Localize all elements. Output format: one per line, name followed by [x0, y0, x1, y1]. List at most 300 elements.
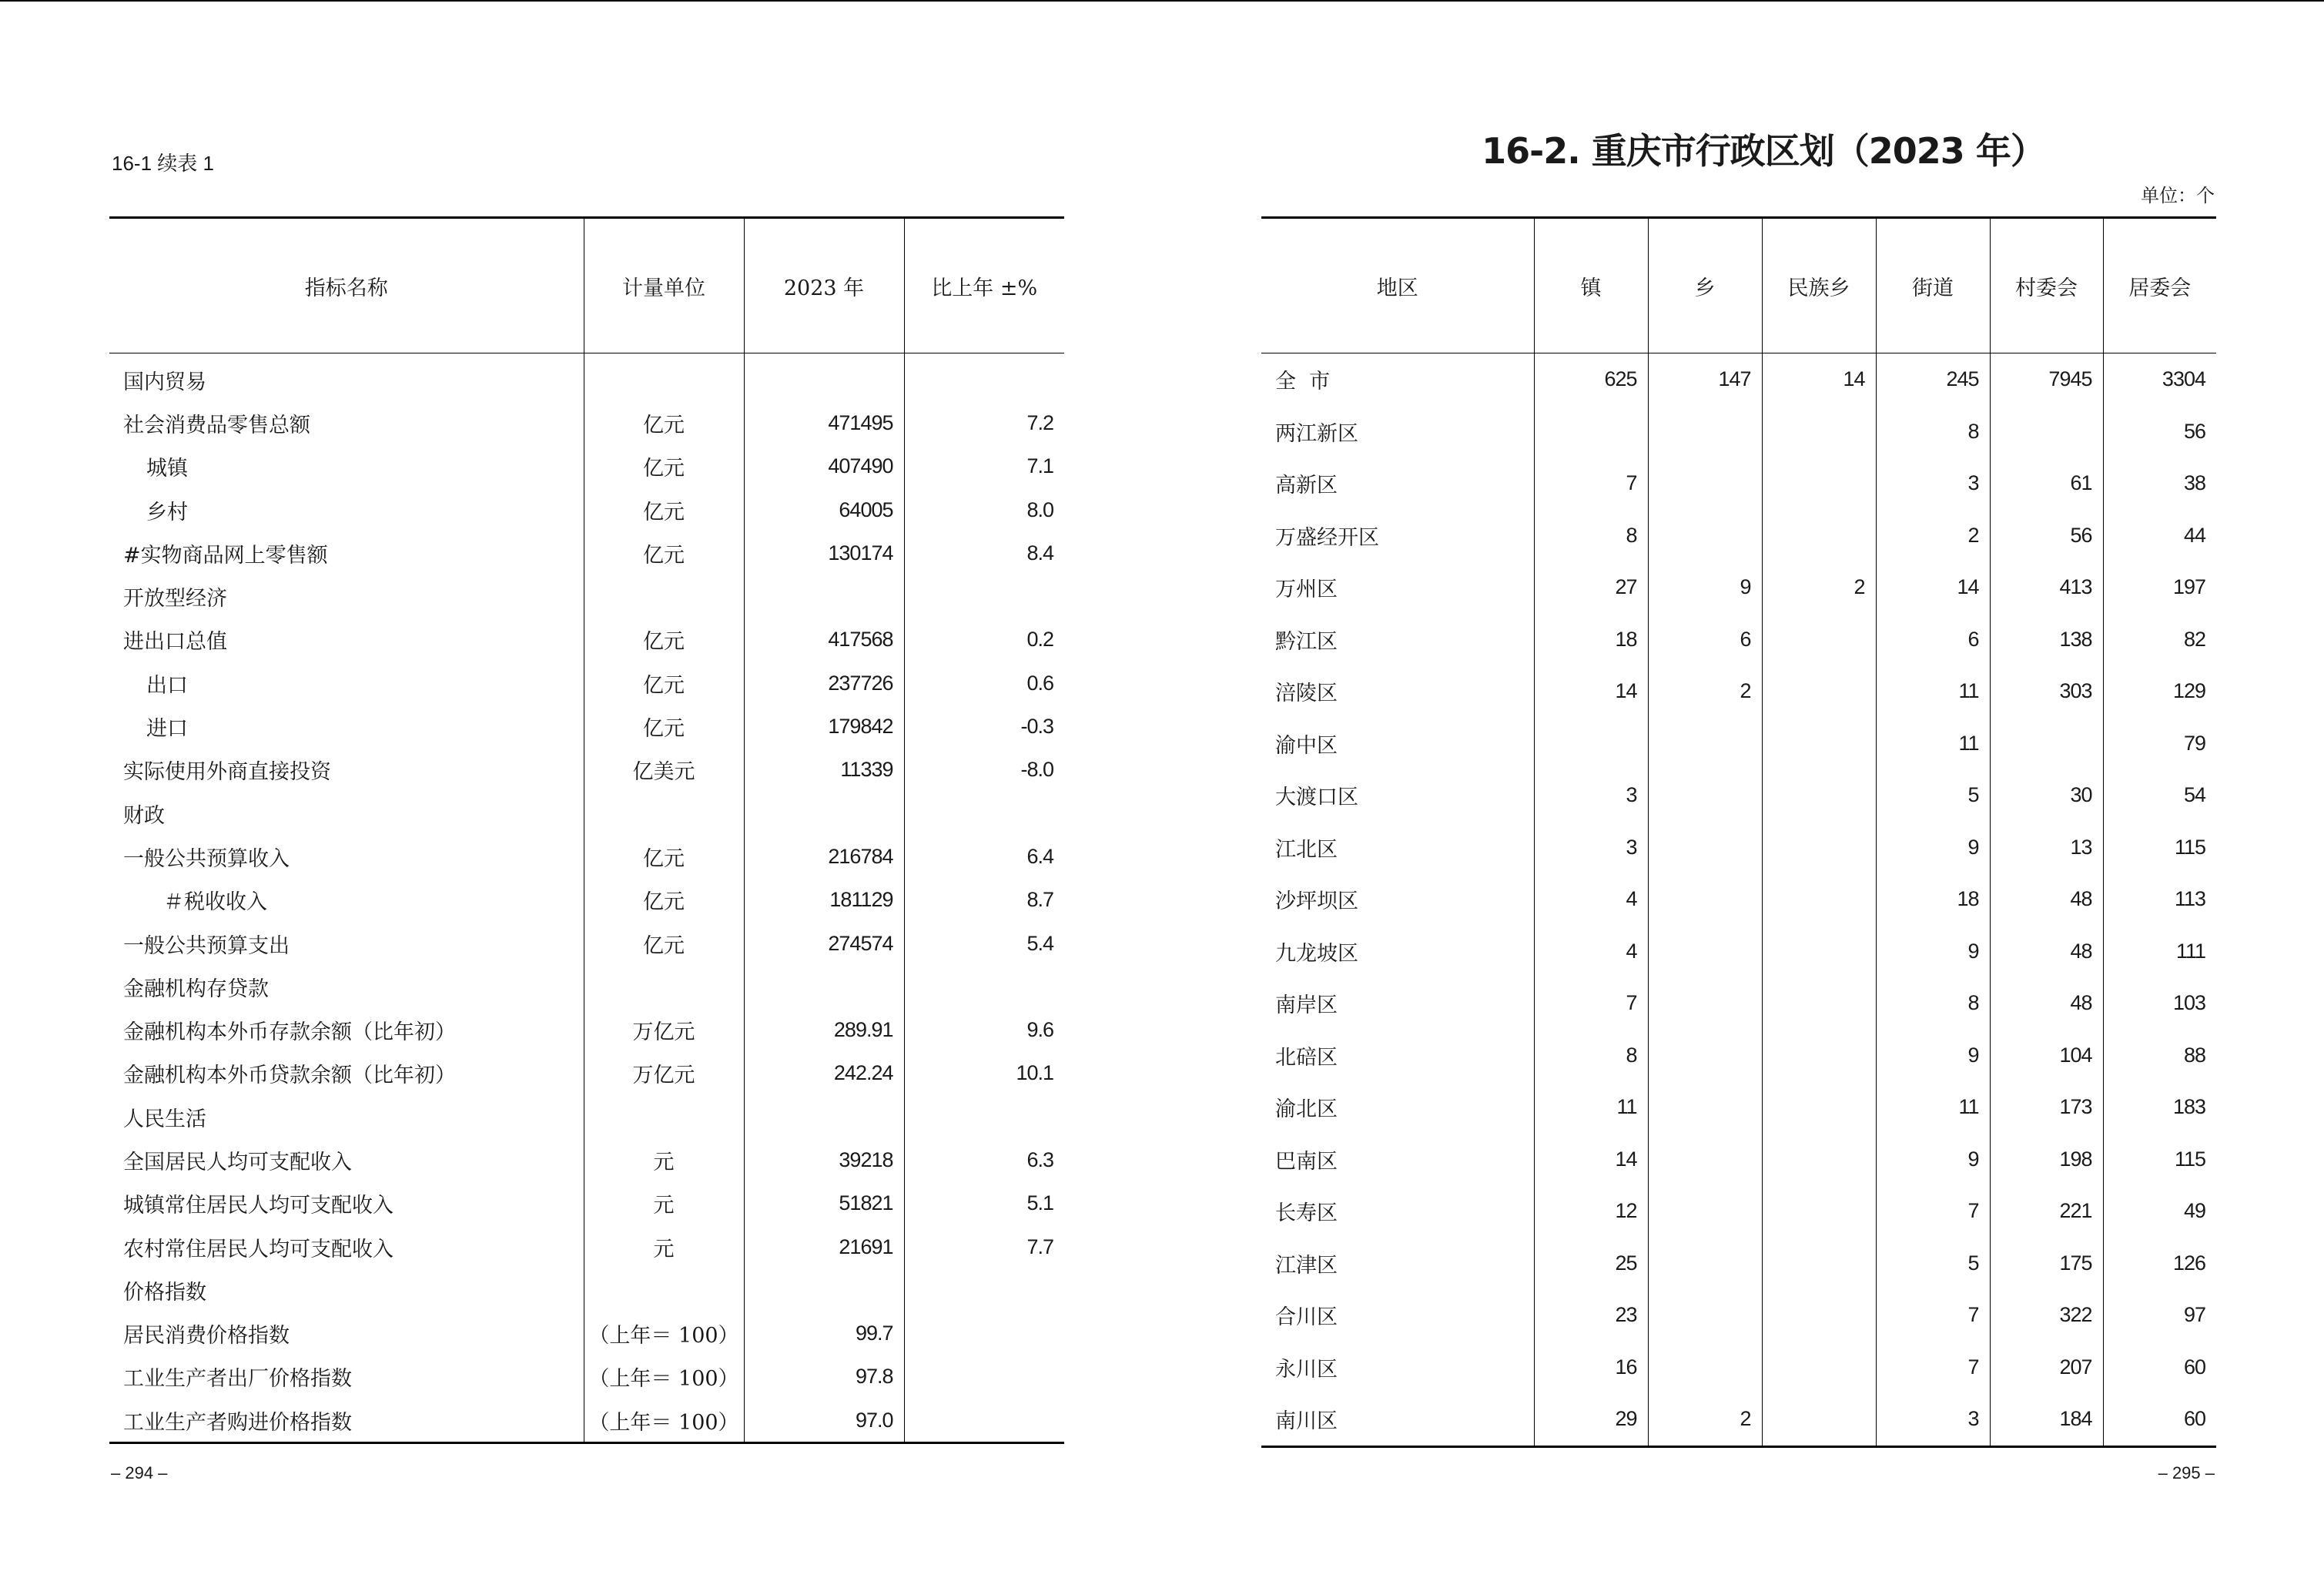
region-cell: 巴南区 [1275, 1149, 1338, 1174]
unit-cell: 亿元 [584, 445, 744, 488]
ethnic-township-cell [1762, 1134, 1876, 1186]
indicator-name-cell: 农村常住居民人均可支配收入 [123, 1237, 393, 1261]
township-cell [1648, 822, 1762, 874]
table-row [109, 445, 1064, 488]
indicator-name-cell: 价格指数 [123, 1280, 206, 1305]
value-cell: 99.7 [744, 1312, 904, 1355]
table-row [1261, 510, 2216, 562]
indicator-name-cell: 全国居民人均可支配收入 [123, 1150, 352, 1174]
admin-division-table [1261, 216, 2216, 1448]
unit-cell: 万亿元 [584, 1052, 744, 1095]
unit-cell: 亿美元 [584, 749, 744, 792]
table-row [1261, 1238, 2216, 1290]
region-cell: 合川区 [1275, 1305, 1338, 1330]
town-cell: 16 [1534, 1342, 1648, 1394]
resident-committee-cell: 49 [2103, 1185, 2216, 1238]
table-row [1261, 1081, 2216, 1134]
table-row [1261, 822, 2216, 874]
table-row [109, 401, 1064, 444]
town-cell [1534, 406, 1648, 458]
ethnic-township-cell [1762, 926, 1876, 978]
resident-committee-cell: 88 [2103, 1030, 2216, 1082]
subdistrict-cell: 5 [1876, 1238, 1990, 1290]
value-cell [744, 353, 904, 402]
region-cell: 万州区 [1275, 578, 1338, 602]
col-header-indicator-name: 指标名称 [109, 218, 584, 353]
village-committee-cell: 48 [1990, 977, 2103, 1030]
subdistrict-cell: 18 [1876, 873, 1990, 926]
change-cell: 0.6 [904, 662, 1064, 705]
unit-cell: 元 [584, 1138, 744, 1181]
resident-committee-cell: 183 [2103, 1081, 2216, 1134]
township-cell [1648, 718, 1762, 770]
unit-cell: 元 [584, 1225, 744, 1268]
indicator-name-cell: 财政 [123, 803, 165, 828]
region-cell: 北碚区 [1275, 1045, 1338, 1070]
table-row [1261, 457, 2216, 510]
ethnic-township-cell [1762, 1030, 1876, 1082]
resident-committee-cell: 44 [2103, 510, 2216, 562]
change-cell: 7.1 [904, 445, 1064, 488]
ethnic-township-cell [1762, 614, 1876, 666]
col-header-township: 乡 [1648, 218, 1762, 353]
indicator-name-cell: 社会消费品零售总额 [123, 413, 310, 437]
table-row [1261, 1289, 2216, 1342]
town-cell: 3 [1534, 822, 1648, 874]
subdistrict-cell: 9 [1876, 1030, 1990, 1082]
col-header-village-committee: 村委会 [1990, 218, 2103, 353]
table-row [109, 792, 1064, 835]
table-row [109, 662, 1064, 705]
ethnic-township-cell [1762, 1081, 1876, 1134]
village-committee-cell: 7945 [1990, 353, 2103, 406]
township-cell [1648, 977, 1762, 1030]
table-row [1261, 1185, 2216, 1238]
value-cell: 216784 [744, 835, 904, 878]
value-cell: 39218 [744, 1138, 904, 1181]
region-cell: 涪陵区 [1275, 682, 1338, 706]
table-row [109, 1399, 1064, 1443]
col-header-resident-committee: 居委会 [2103, 218, 2216, 353]
township-cell [1648, 1185, 1762, 1238]
village-committee-cell: 198 [1990, 1134, 2103, 1186]
value-cell: 21691 [744, 1225, 904, 1268]
unit-cell [584, 353, 744, 402]
value-cell [744, 1095, 904, 1138]
subdistrict-cell: 8 [1876, 977, 1990, 1030]
resident-committee-cell: 103 [2103, 977, 2216, 1030]
value-cell: 274574 [744, 922, 904, 965]
region-cell: 长寿区 [1275, 1201, 1338, 1226]
region-cell: 渝中区 [1275, 733, 1338, 758]
col-header-town: 镇 [1534, 218, 1648, 353]
change-cell: 0.2 [904, 618, 1064, 662]
region-cell: 江津区 [1275, 1253, 1338, 1278]
village-committee-cell: 175 [1990, 1238, 2103, 1290]
township-cell [1648, 873, 1762, 926]
change-cell: 6.4 [904, 835, 1064, 878]
change-cell: -8.0 [904, 749, 1064, 792]
region-cell: 南川区 [1275, 1409, 1338, 1434]
resident-committee-cell: 197 [2103, 561, 2216, 614]
village-committee-cell: 13 [1990, 822, 2103, 874]
col-header-unit: 计量单位 [584, 218, 744, 353]
indicator-name-cell: 金融机构本外币存款余额（比年初） [123, 1020, 456, 1045]
resident-committee-cell: 79 [2103, 718, 2216, 770]
subdistrict-cell: 7 [1876, 1185, 1990, 1238]
change-cell [904, 353, 1064, 402]
ethnic-township-cell [1762, 718, 1876, 770]
table-row [109, 1268, 1064, 1312]
town-cell: 14 [1534, 1134, 1648, 1186]
township-cell [1648, 926, 1762, 978]
township-cell [1648, 1030, 1762, 1082]
unit-cell: 亿元 [584, 835, 744, 878]
col-header-region: 地区 [1261, 218, 1534, 353]
change-cell [904, 1095, 1064, 1138]
indicator-table [109, 216, 1064, 1444]
subdistrict-cell: 7 [1876, 1289, 1990, 1342]
table-row [109, 835, 1064, 878]
unit-cell: 亿元 [584, 618, 744, 662]
indicator-name-cell: 金融机构存贷款 [123, 977, 269, 1001]
subdistrict-cell: 5 [1876, 769, 1990, 822]
resident-committee-cell: 115 [2103, 1134, 2216, 1186]
indicator-name-cell: 一般公共预算支出 [123, 933, 290, 958]
village-committee-cell: 221 [1990, 1185, 2103, 1238]
village-committee-cell: 56 [1990, 510, 2103, 562]
table-row [109, 353, 1064, 402]
town-cell: 4 [1534, 873, 1648, 926]
value-cell [744, 965, 904, 1008]
subdistrict-cell: 9 [1876, 926, 1990, 978]
unit-cell [584, 792, 744, 835]
value-cell: 237726 [744, 662, 904, 705]
town-cell [1534, 718, 1648, 770]
table-row [109, 705, 1064, 748]
ethnic-township-cell [1762, 822, 1876, 874]
col-header-year-value: 2023 年 [744, 218, 904, 353]
value-cell: 407490 [744, 445, 904, 488]
village-committee-cell: 413 [1990, 561, 2103, 614]
unit-cell: 亿元 [584, 922, 744, 965]
unit-cell [584, 965, 744, 1008]
region-cell: 万盛经开区 [1275, 525, 1379, 550]
subdistrict-cell: 6 [1876, 614, 1990, 666]
unit-cell [584, 1268, 744, 1312]
table-row [1261, 873, 2216, 926]
unit-cell: （上年＝ 100） [584, 1399, 744, 1443]
township-cell [1648, 406, 1762, 458]
subdistrict-cell: 245 [1876, 353, 1990, 406]
region-cell: 江北区 [1275, 837, 1338, 862]
ethnic-township-cell [1762, 1393, 1876, 1446]
resident-committee-cell: 60 [2103, 1342, 2216, 1394]
table-row [109, 749, 1064, 792]
ethnic-township-cell: 14 [1762, 353, 1876, 406]
unit-cell: （上年＝ 100） [584, 1312, 744, 1355]
change-cell: -0.3 [904, 705, 1064, 748]
change-cell: 5.1 [904, 1182, 1064, 1225]
table-row [109, 1008, 1064, 1051]
table-row [1261, 718, 2216, 770]
unit-cell: 亿元 [584, 879, 744, 922]
change-cell [904, 1312, 1064, 1355]
indicator-name-cell: 实际使用外商直接投资 [123, 760, 331, 785]
indicator-name-cell: 工业生产者出厂价格指数 [123, 1367, 352, 1392]
table-row [109, 575, 1064, 618]
township-cell: 6 [1648, 614, 1762, 666]
value-cell: 64005 [744, 488, 904, 531]
table-row [1261, 926, 2216, 978]
value-cell: 11339 [744, 749, 904, 792]
change-cell [904, 1268, 1064, 1312]
unit-cell [584, 575, 744, 618]
value-cell [744, 1268, 904, 1312]
col-header-subdistrict: 街道 [1876, 218, 1990, 353]
village-committee-cell: 48 [1990, 873, 2103, 926]
table-row [109, 1095, 1064, 1138]
change-cell: 8.4 [904, 531, 1064, 575]
unit-cell [584, 1095, 744, 1138]
ethnic-township-cell [1762, 873, 1876, 926]
page-title: 16-2. 重庆市行政区划（2023 年） [1482, 130, 2045, 172]
subdistrict-cell: 11 [1876, 718, 1990, 770]
township-cell [1648, 1342, 1762, 1394]
table-row [1261, 1342, 2216, 1394]
table-row [1261, 561, 2216, 614]
resident-committee-cell: 82 [2103, 614, 2216, 666]
indicator-name-cell: 居民消费价格指数 [123, 1324, 290, 1348]
village-committee-cell [1990, 406, 2103, 458]
town-cell: 25 [1534, 1238, 1648, 1290]
ethnic-township-cell: 2 [1762, 561, 1876, 614]
subdistrict-cell: 11 [1876, 1081, 1990, 1134]
village-committee-cell: 207 [1990, 1342, 2103, 1394]
ethnic-township-cell [1762, 1238, 1876, 1290]
table-row [109, 879, 1064, 922]
resident-committee-cell: 126 [2103, 1238, 2216, 1290]
col-header-ethnic-township: 民族乡 [1762, 218, 1876, 353]
township-cell [1648, 510, 1762, 562]
value-cell: 179842 [744, 705, 904, 748]
region-cell: 全 市 [1275, 370, 1331, 394]
resident-committee-cell: 129 [2103, 665, 2216, 718]
change-cell: 7.7 [904, 1225, 1064, 1268]
left-page-header-label: 16-1 续表 1 [112, 152, 214, 175]
table-row [109, 922, 1064, 965]
region-cell: 两江新区 [1275, 421, 1358, 446]
resident-committee-cell: 113 [2103, 873, 2216, 926]
table-row [1261, 769, 2216, 822]
unit-cell: 亿元 [584, 401, 744, 444]
indicator-name-cell: 城镇常住居民人均可支配收入 [123, 1194, 393, 1218]
table-row [109, 531, 1064, 575]
subdistrict-cell: 9 [1876, 1134, 1990, 1186]
township-cell [1648, 769, 1762, 822]
town-cell: 625 [1534, 353, 1648, 406]
ethnic-township-cell [1762, 1342, 1876, 1394]
town-cell: 18 [1534, 614, 1648, 666]
village-committee-cell: 303 [1990, 665, 2103, 718]
region-cell: 永川区 [1275, 1357, 1338, 1382]
change-cell: 8.0 [904, 488, 1064, 531]
unit-note: 单位：个 [2141, 185, 2215, 206]
township-cell: 2 [1648, 1393, 1762, 1446]
change-cell: 8.7 [904, 879, 1064, 922]
indicator-name-cell: 金融机构本外币贷款余额（比年初） [123, 1064, 456, 1088]
subdistrict-cell: 14 [1876, 561, 1990, 614]
table-row [109, 1355, 1064, 1399]
unit-cell: （上年＝ 100） [584, 1355, 744, 1399]
village-committee-cell [1990, 718, 2103, 770]
town-cell: 27 [1534, 561, 1648, 614]
indicator-name-cell: 工业生产者购进价格指数 [123, 1410, 352, 1435]
change-cell [904, 792, 1064, 835]
town-cell: 23 [1534, 1289, 1648, 1342]
value-cell: 130174 [744, 531, 904, 575]
table-row [109, 1182, 1064, 1225]
ethnic-township-cell [1762, 510, 1876, 562]
value-cell: 97.8 [744, 1355, 904, 1399]
table-row [109, 1052, 1064, 1095]
indicator-name-cell: 出口 [146, 673, 188, 698]
table-row [1261, 1393, 2216, 1446]
town-cell: 11 [1534, 1081, 1648, 1134]
region-cell: 渝北区 [1275, 1097, 1338, 1122]
resident-committee-cell: 3304 [2103, 353, 2216, 406]
township-cell: 9 [1648, 561, 1762, 614]
table-row [1261, 614, 2216, 666]
indicator-name-cell: 进口 [146, 717, 188, 742]
change-cell: 6.3 [904, 1138, 1064, 1181]
subdistrict-cell: 2 [1876, 510, 1990, 562]
ethnic-township-cell [1762, 406, 1876, 458]
value-cell: 51821 [744, 1182, 904, 1225]
table-row [109, 618, 1064, 662]
table-row [1261, 1030, 2216, 1082]
subdistrict-cell: 7 [1876, 1342, 1990, 1394]
region-cell: 大渡口区 [1275, 786, 1358, 810]
subdistrict-cell: 9 [1876, 822, 1990, 874]
change-cell [904, 1399, 1064, 1443]
left-page-number: – 294 – [111, 1463, 168, 1482]
indicator-name-cell: ＃税收收入 [163, 890, 267, 915]
region-cell: 沙坪坝区 [1275, 889, 1358, 914]
village-committee-cell: 138 [1990, 614, 2103, 666]
village-committee-cell: 322 [1990, 1289, 2103, 1342]
township-cell [1648, 1081, 1762, 1134]
village-committee-cell: 61 [1990, 457, 2103, 510]
indicator-name-cell: #实物商品网上零售额 [123, 543, 328, 568]
subdistrict-cell: 11 [1876, 665, 1990, 718]
township-cell [1648, 1289, 1762, 1342]
value-cell: 417568 [744, 618, 904, 662]
region-cell: 高新区 [1275, 474, 1338, 498]
resident-committee-cell: 111 [2103, 926, 2216, 978]
change-cell: 10.1 [904, 1052, 1064, 1095]
page-top-border [0, 0, 2324, 2]
value-cell: 471495 [744, 401, 904, 444]
unit-cell: 万亿元 [584, 1008, 744, 1051]
township-cell [1648, 457, 1762, 510]
value-cell: 97.0 [744, 1399, 904, 1443]
ethnic-township-cell [1762, 1289, 1876, 1342]
resident-committee-cell: 54 [2103, 769, 2216, 822]
change-cell [904, 1355, 1064, 1399]
indicator-name-cell: 人民生活 [123, 1107, 206, 1131]
town-cell: 29 [1534, 1393, 1648, 1446]
region-cell: 九龙坡区 [1275, 941, 1358, 966]
ethnic-township-cell [1762, 457, 1876, 510]
ethnic-township-cell [1762, 769, 1876, 822]
indicator-name-cell: 乡村 [146, 500, 188, 524]
town-cell: 3 [1534, 769, 1648, 822]
township-cell: 2 [1648, 665, 1762, 718]
unit-cell: 元 [584, 1182, 744, 1225]
value-cell: 242.24 [744, 1052, 904, 1095]
indicator-name-cell: 城镇 [146, 457, 188, 481]
subdistrict-cell: 3 [1876, 1393, 1990, 1446]
value-cell: 181129 [744, 879, 904, 922]
value-cell: 289.91 [744, 1008, 904, 1051]
change-cell: 9.6 [904, 1008, 1064, 1051]
subdistrict-cell: 3 [1876, 457, 1990, 510]
value-cell [744, 575, 904, 618]
change-cell: 7.2 [904, 401, 1064, 444]
value-cell [744, 792, 904, 835]
indicator-name-cell: 一般公共预算收入 [123, 846, 290, 871]
change-cell [904, 575, 1064, 618]
village-committee-cell: 173 [1990, 1081, 2103, 1134]
unit-cell: 亿元 [584, 531, 744, 575]
indicator-name-cell: 进出口总值 [123, 630, 227, 655]
resident-committee-cell: 97 [2103, 1289, 2216, 1342]
change-cell: 5.4 [904, 922, 1064, 965]
admin-division-table-header [1261, 218, 2216, 353]
township-cell [1648, 1238, 1762, 1290]
resident-committee-cell: 38 [2103, 457, 2216, 510]
village-committee-cell: 30 [1990, 769, 2103, 822]
town-cell: 8 [1534, 1030, 1648, 1082]
ethnic-township-cell [1762, 1185, 1876, 1238]
town-cell: 7 [1534, 977, 1648, 1030]
town-cell: 8 [1534, 510, 1648, 562]
col-header-change: 比上年 ±% [904, 218, 1064, 353]
change-cell [904, 965, 1064, 1008]
table-row [1261, 665, 2216, 718]
town-cell: 4 [1534, 926, 1648, 978]
village-committee-cell: 104 [1990, 1030, 2103, 1082]
ethnic-township-cell [1762, 977, 1876, 1030]
table-row [109, 965, 1064, 1008]
table-row [109, 1138, 1064, 1181]
unit-cell: 亿元 [584, 488, 744, 531]
table-row [109, 1312, 1064, 1355]
indicator-name-cell: 开放型经济 [123, 587, 227, 611]
table-row [109, 1225, 1064, 1268]
table-row [1261, 406, 2216, 458]
table-row [1261, 1134, 2216, 1186]
right-page-number: – 295 – [2158, 1463, 2215, 1482]
table-row [1261, 353, 2216, 406]
village-committee-cell: 48 [1990, 926, 2103, 978]
region-cell: 黔江区 [1275, 629, 1338, 654]
resident-committee-cell: 60 [2103, 1393, 2216, 1446]
town-cell: 7 [1534, 457, 1648, 510]
township-cell: 147 [1648, 353, 1762, 406]
ethnic-township-cell [1762, 665, 1876, 718]
